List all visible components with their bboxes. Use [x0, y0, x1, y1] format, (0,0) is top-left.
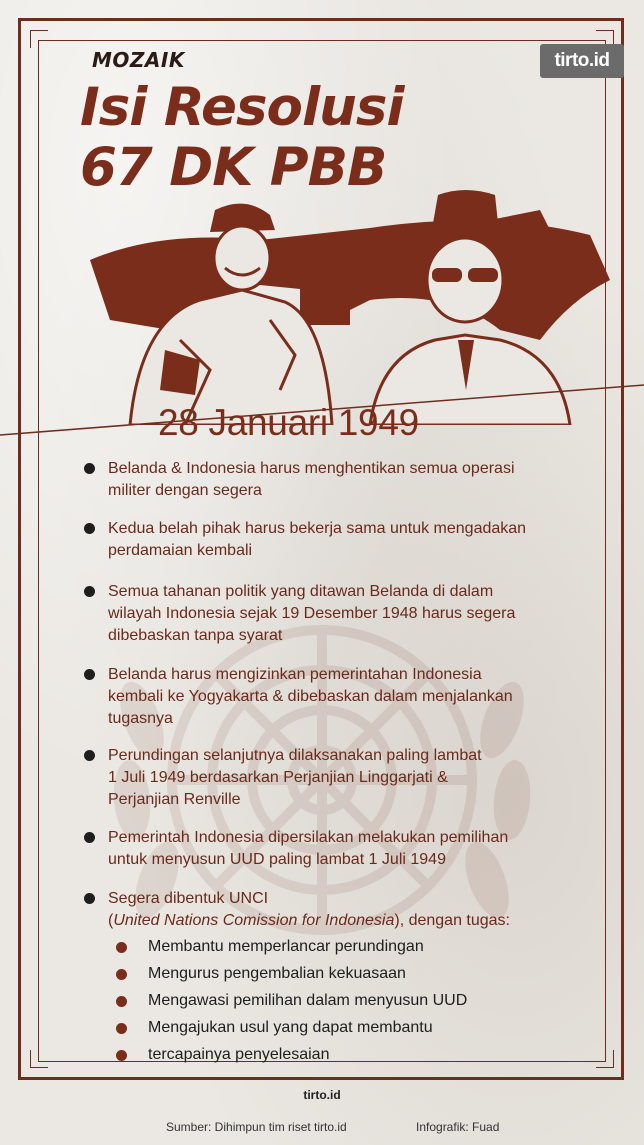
sub-bullet-icon: [116, 942, 127, 953]
sub-bullet-icon: [116, 969, 127, 980]
brand-logo: tirto.id: [540, 44, 624, 78]
sub-bullet-icon: [116, 1023, 127, 1034]
page-title-line-2: 67 DK PBB: [80, 137, 387, 198]
page-title-line-1: Isi Resolusi: [80, 77, 404, 138]
corner-ornament-icon: [30, 30, 48, 48]
sub-bullet-icon: [116, 996, 127, 1007]
kicker-label: MOZAIK: [92, 48, 185, 72]
footer-source: Sumber: Dihimpun tim riset tirto.id: [166, 1120, 347, 1134]
bullet-icon: [84, 893, 95, 904]
footer-credit: Infografik: Fuad: [416, 1120, 500, 1134]
resolution-date: 28 Januari 1949: [158, 402, 419, 443]
bullet-icon: [84, 669, 95, 680]
bullet-icon: [84, 832, 95, 843]
sub-bullet-icon: [116, 1050, 127, 1061]
bullet-icon: [84, 523, 95, 534]
bullet-icon: [84, 463, 95, 474]
corner-ornament-icon: [596, 1050, 614, 1068]
bullet-icon: [84, 750, 95, 761]
footer-brand: tirto.id: [303, 1088, 341, 1102]
bullet-icon: [84, 586, 95, 597]
corner-ornament-icon: [30, 1050, 48, 1068]
